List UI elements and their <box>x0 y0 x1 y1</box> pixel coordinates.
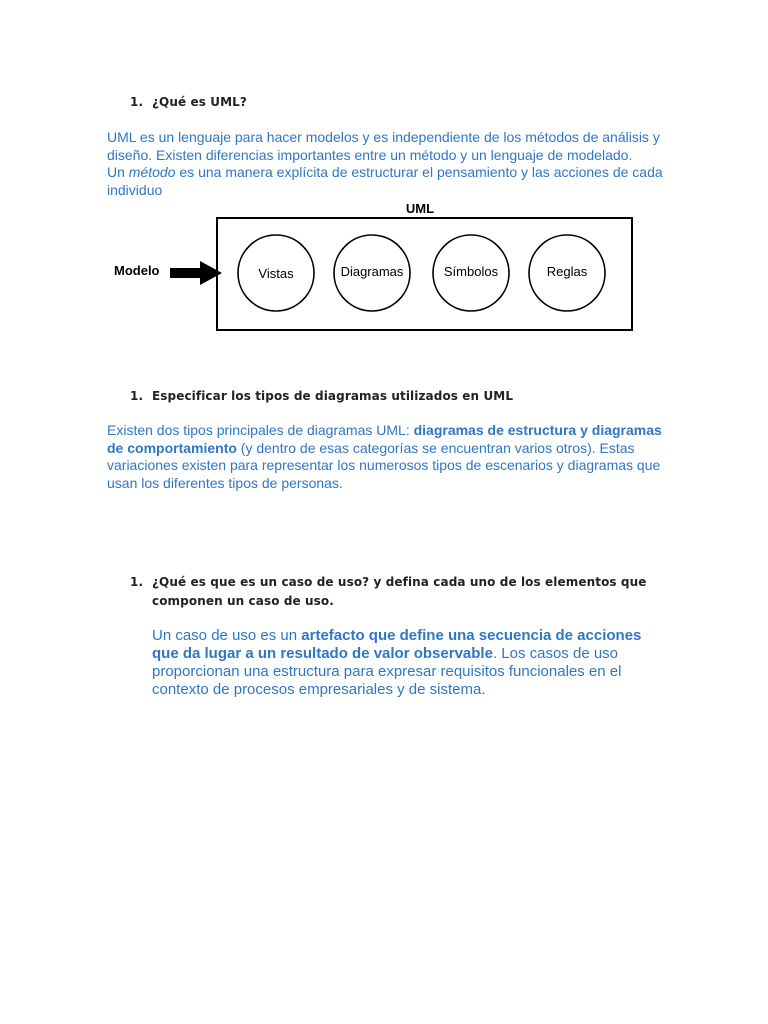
section3-paragraph <box>152 627 672 699</box>
section2-heading-text: Especificar los tipos de diagramas utilizados en UML <box>152 389 514 403</box>
uml-box-title: UML <box>405 201 435 216</box>
section3-text-pre: Un caso de uso es un <box>152 627 302 644</box>
circle-simbolos <box>433 235 509 311</box>
section3-number: 1. <box>130 575 144 589</box>
section1-line3-pre: Un <box>107 164 129 180</box>
arrow-icon <box>170 261 222 285</box>
section2-text-pre: Existen dos tipos principales de diagramas UML: <box>107 422 414 438</box>
section3-heading-line1: ¿Qué es que es un caso de uso? y defina cada uno de los elementos que <box>152 575 647 589</box>
uml-diagram <box>105 195 645 340</box>
section1-line1: UML es un lenguaje para hacer modelos y es independiente de los métodos de análisis y <box>107 129 660 145</box>
section3-heading <box>130 573 647 611</box>
circle-vistas-label: Vistas <box>258 266 294 281</box>
circle-vistas <box>238 235 314 311</box>
section2-text-bold: diagramas de estructura y diagramas de comportamiento <box>107 422 662 456</box>
circle-reglas <box>529 235 605 311</box>
circle-reglas-label: Reglas <box>546 264 588 279</box>
section2-number: 1. <box>130 389 144 403</box>
section3-heading-line2: componen un caso de uso. <box>152 594 334 608</box>
section1-heading <box>130 95 247 109</box>
section3-text-post: . Los casos de uso proporcionan una estructura para expresar requisitos funcionales en el contexto de procesos empresariales y de sistema. <box>152 645 622 698</box>
section2-heading <box>130 389 513 403</box>
section3-text-bold: artefacto que define una secuencia de acciones que da lugar a un resultado de valor observable <box>152 627 642 662</box>
section1-line3-post: es una manera explícita de estructurar el pensamiento y las acciones de cada <box>175 164 663 180</box>
section1-line3 <box>107 164 677 182</box>
circle-diagramas <box>334 235 410 311</box>
section1-line4: individuo <box>107 181 163 198</box>
circle-simbolos-label: Símbolos <box>443 264 499 279</box>
section1-line2: diseño. Existen diferencias importantes entre un método y un lenguaje de modelado. <box>107 146 633 163</box>
section1-number: 1. <box>130 95 144 109</box>
section1-heading-text: ¿Qué es UML? <box>152 95 247 109</box>
circle-diagramas-label: Diagramas <box>340 264 404 279</box>
section1-paragraph <box>107 129 677 199</box>
section2-paragraph <box>107 422 677 492</box>
section2-text-post: (y dentro de esas categorías se encuentran varios otros). Estas variaciones existen para representar los numerosos tipos de escenarios y diagramas que usan los diferentes tipos de personas. <box>107 439 661 491</box>
modelo-label: Modelo <box>114 263 160 278</box>
section1-line3-emphasis: método <box>128 164 176 180</box>
